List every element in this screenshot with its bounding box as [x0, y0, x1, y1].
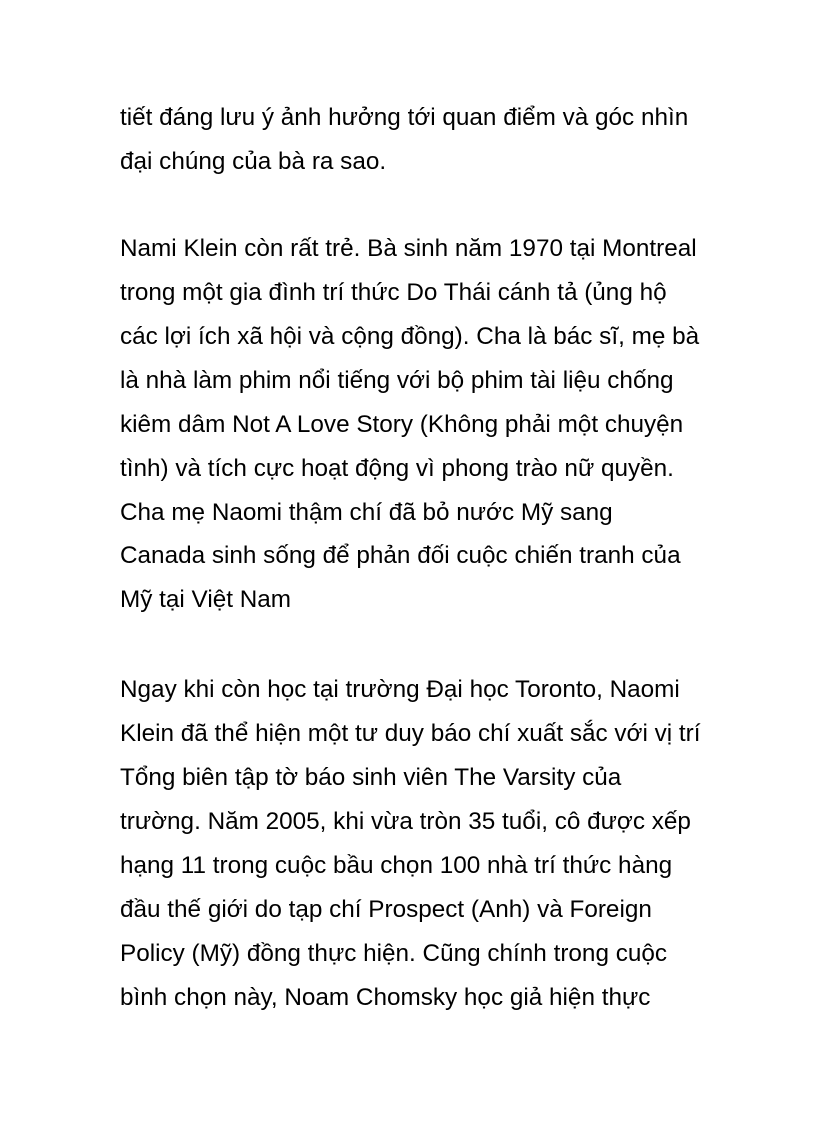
text-line: Policy (Mỹ) đồng thực hiện. Cũng chính trong cuộc — [120, 940, 668, 967]
text-line: tình) và tích cực hoạt động vì phong trào nữ quyền. — [120, 455, 674, 482]
text-line: trường. Năm 2005, khi vừa tròn 35 tuổi, cô được xếp — [120, 808, 691, 835]
text-line: đại chúng của bà ra sao. — [120, 148, 387, 175]
text-line: trong một gia đình trí thức Do Thái cánh tả (ủng hộ — [120, 279, 667, 306]
text-line: Tổng biên tập tờ báo sinh viên The Varsity của — [120, 764, 622, 791]
text-line: Ngay khi còn học tại trường Đại học Toronto, Naomi — [120, 676, 680, 703]
text-line: tiết đáng lưu ý ảnh hưởng tới quan điểm và góc nhìn — [120, 104, 689, 131]
text-line: kiêm dâm Not A Love Story (Không phải một chuyện — [120, 411, 684, 438]
text-line: đầu thế giới do tạp chí Prospect (Anh) và Foreign — [120, 896, 652, 923]
text-line: các lợi ích xã hội và cộng đồng). Cha là bác sĩ, mẹ bà — [120, 323, 700, 350]
text-line: Klein đã thể hiện một tư duy báo chí xuất sắc với vị trí — [120, 720, 701, 747]
text-line: Nami Klein còn rất trẻ. Bà sinh năm 1970 tại Montreal — [120, 235, 697, 262]
text-line: Mỹ tại Việt Nam — [120, 586, 292, 613]
text-line: Canada sinh sống để phản đối cuộc chiến tranh của — [120, 542, 681, 569]
text-line: hạng 11 trong cuộc bầu chọn 100 nhà trí thức hàng — [120, 852, 673, 879]
text-line: bình chọn này, Noam Chomsky học giả hiện thực — [120, 984, 651, 1011]
text-line: là nhà làm phim nổi tiếng với bộ phim tài liệu chống — [120, 367, 674, 394]
text-line: Cha mẹ Naomi thậm chí đã bỏ nước Mỹ sang — [120, 499, 613, 526]
